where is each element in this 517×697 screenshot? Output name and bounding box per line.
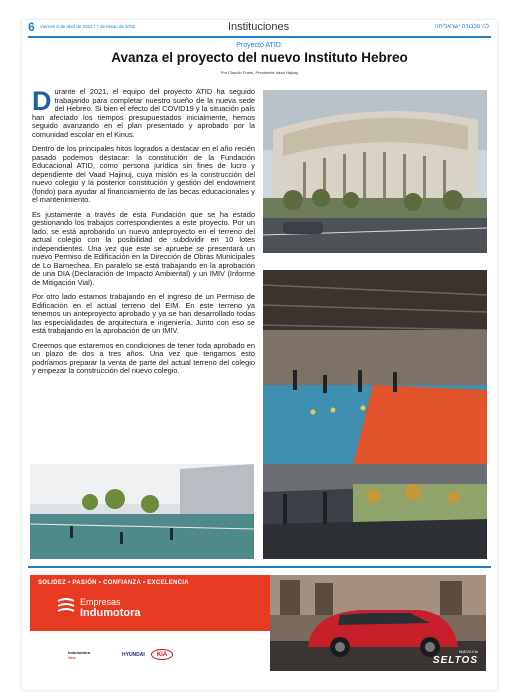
- article-byline: Por Claudio Porek, Presidente Vaad Hajinuj: [220, 70, 299, 75]
- article-paragraph: Dentro de los principales hitos logrados a destacar en el año recién pasado podemos destacar: la constitución de la Fundación Educacional ATID, como persona jurídica sin fines de lucro y dependiente del Vaad Hajinuj, cuya misión es la construcción del nuevo colegio y la posterior constitución y gestión del endowment (fondo) para ayudar al financiamiento de las becas educacionales y el mantenimiento.: [32, 144, 255, 204]
- drop-cap: D: [32, 86, 52, 116]
- outdoor-court-render: [30, 464, 254, 559]
- ad-partner-strip: [30, 631, 270, 671]
- article-body: [32, 88, 255, 382]
- partner-indumotora-one-suffix: One: [68, 655, 76, 660]
- article-headline: Avanza el proyecto del nuevo Instituto Hebreo: [111, 50, 408, 65]
- newspaper-page: [22, 20, 497, 690]
- ad-slogan: SOLIDEZ • PASIÓN • CONFIANZA • EXCELENCIA: [38, 580, 189, 586]
- article-paragraph: Por otro lado estamos trabajando en el ingreso de un Permiso de Edificación en el actual terreno del EIM. En este terreno ya tenemos un anteproyecto aprobado y ya se han desarrollado todas las especialidades de arquitectura e ingeniería. Junto con eso se está trabajando en la aprobación de un IMIV.: [32, 292, 255, 335]
- header-divider: [28, 36, 491, 38]
- ad-red-panel: [30, 575, 270, 631]
- building-exterior-render: [263, 90, 487, 253]
- walkway-render: [263, 464, 487, 559]
- indumotora-logo-icon: [56, 597, 76, 615]
- hebrew-masthead: לה פלבורה ישראליתה: [434, 24, 489, 30]
- page-header: [28, 20, 491, 36]
- article-paragraph: Creemos que estaremos en condiciones de tener toda aprobado en un plazo de dos a tres años. Una vez que tengamos esto podríamos preparar la venta de parte del actual terreno del colegio y empezar la construcción del nuevo colegio.: [32, 340, 255, 375]
- page-number: 6: [28, 20, 35, 34]
- issue-date: Viernes 8 de abril de 2022 / 7 de Nisan de 5782: [40, 24, 136, 29]
- ad-model-name: SELTOS: [432, 655, 478, 666]
- article-paragraph: Durante el 2021, el equipo del proyecto ATID ha seguido trabajando para completar nuestro sueño de la nueva sede del Hebreo. Si bien el efecto del COVID19 y la situación país han afectado los tiempos presupuestados inicialmente, hemos seguido avanzando en el plan presentado y aprobado por la comunidad escolar en el Kinus.: [32, 86, 255, 139]
- indumotora-advertisement[interactable]: [30, 575, 486, 671]
- partner-hyundai: HYUNDAI: [122, 652, 145, 658]
- ad-divider: [28, 566, 491, 568]
- article-kicker: Proyecto ATID:: [236, 42, 283, 49]
- partner-indumotora-one: Indumotora: [68, 650, 90, 655]
- article-paragraph: Es justamente a través de esta Fundación que se ha estado gestionando los trabajos correspondientes a este proyecto. Por un lado, se está aprobando un nuevo anteproyecto en el terreno del actual colegio con la posibilidad de subdividir en 10 lotes independientes. Una vez que este se apruebe se presentará un nuevo Permiso de Edificación en la Dirección de Obras Municipales de Lo Barnechea. En paralelo se está trabajando en la aprobación de una DIA (Declaración de Impacto Ambiental) y un IMIV (Informe de Mitigación Vial).: [32, 209, 255, 287]
- ad-model-subtitle: NUEVO KIA: [458, 650, 478, 654]
- gymnasium-render: [263, 270, 487, 465]
- ad-brand-line1: Empresas: [80, 597, 121, 607]
- ad-brand-line2: Indumotora: [80, 607, 141, 619]
- section-title: Instituciones: [228, 21, 290, 33]
- partner-kia-logo: KIA: [151, 649, 173, 660]
